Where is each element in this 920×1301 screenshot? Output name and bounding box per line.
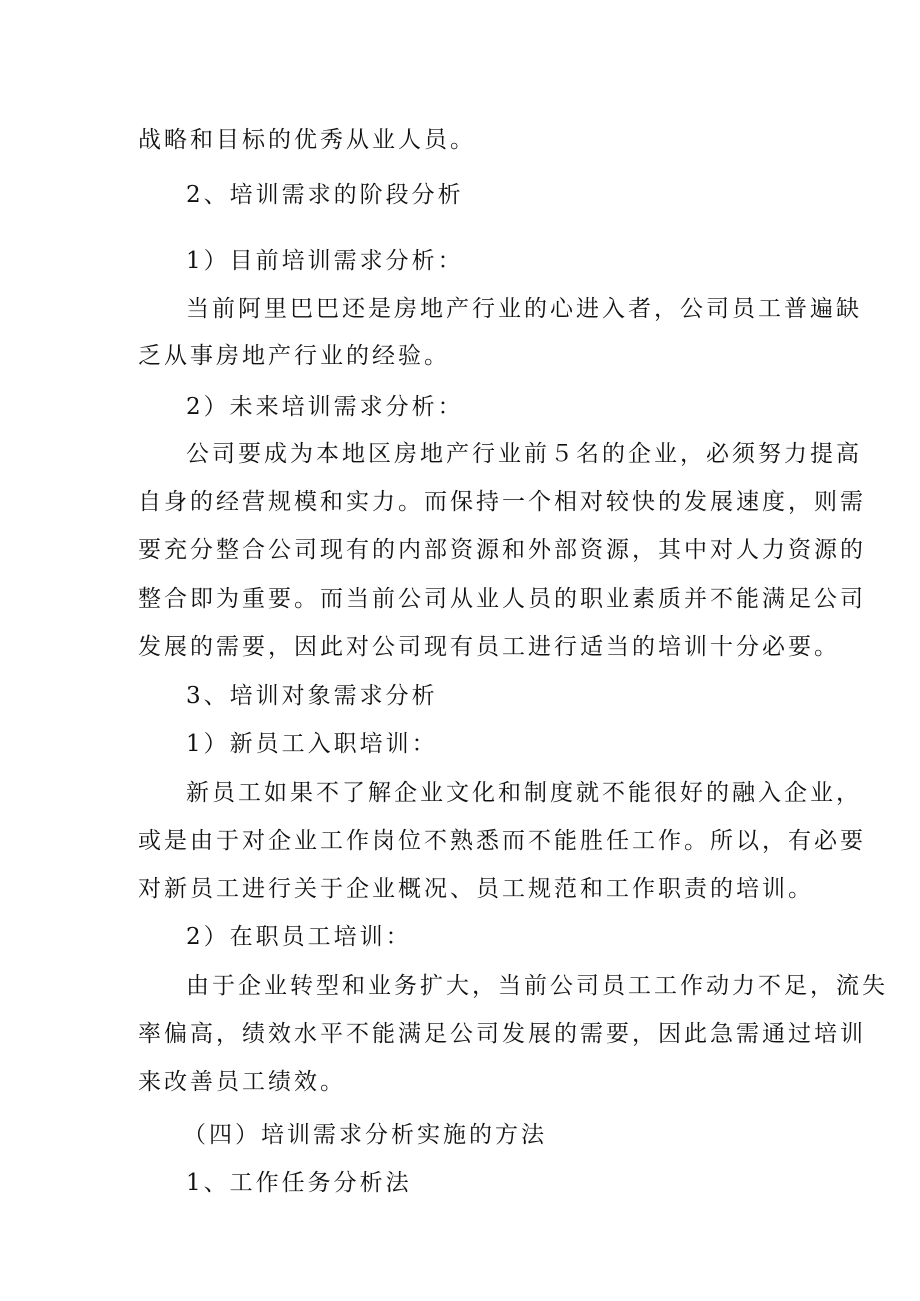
paragraph-line: 发展的需要，因此对公司现有员工进行适当的培训十分必要。 [138,634,840,660]
section-heading: 2、培训需求的阶段分析 [186,182,464,208]
paragraph-line: 新员工如果不了解企业文化和制度就不能很好的融入企业， [186,780,862,806]
paragraph-line: 当前阿里巴巴还是房地产行业的心进入者，公司员工普遍缺 [186,296,862,322]
paragraph-line: 要充分整合公司现有的内部资源和外部资源，其中对人力资源的 [138,537,866,563]
paragraph-line: 来改善员工绩效。 [138,1069,346,1095]
paragraph-line: 整合即为重要。而当前公司从业人员的职业素质并不能满足公司 [138,586,866,612]
paragraph-line: 由于企业转型和业务扩大，当前公司员工工作动力不足，流失 [186,973,888,999]
section-heading: 1、工作任务分析法 [186,1170,412,1196]
subsection-heading: 2）未来培训需求分析： [186,394,464,420]
paragraph-line: 自身的经营规模和实力。而保持一个相对较快的发展速度，则需 [138,489,866,515]
subsection-heading: 1）新员工入职培训： [186,731,438,757]
paragraph-line: 率偏高，绩效水平不能满足公司发展的需要，因此急需通过培训 [138,1021,866,1047]
paragraph-line: 战略和目标的优秀从业人员。 [138,127,476,153]
subsection-heading: 1）目前培训需求分析： [186,248,464,274]
paragraph-line: 或是由于对企业工作岗位不熟悉而不能胜任工作。所以，有必要 [138,828,866,854]
section-heading: 3、培训对象需求分析 [186,683,438,709]
chapter-heading: （四）培训需求分析实施的方法 [183,1122,547,1148]
paragraph-line: 对新员工进行关于企业概况、员工规范和工作职责的培训。 [138,876,814,902]
paragraph-line: 乏从事房地产行业的经验。 [138,343,450,369]
subsection-heading: 2）在职员工培训： [186,924,412,950]
paragraph-line: 公司要成为本地区房地产行业前５名的企业，必须努力提高 [186,441,862,467]
